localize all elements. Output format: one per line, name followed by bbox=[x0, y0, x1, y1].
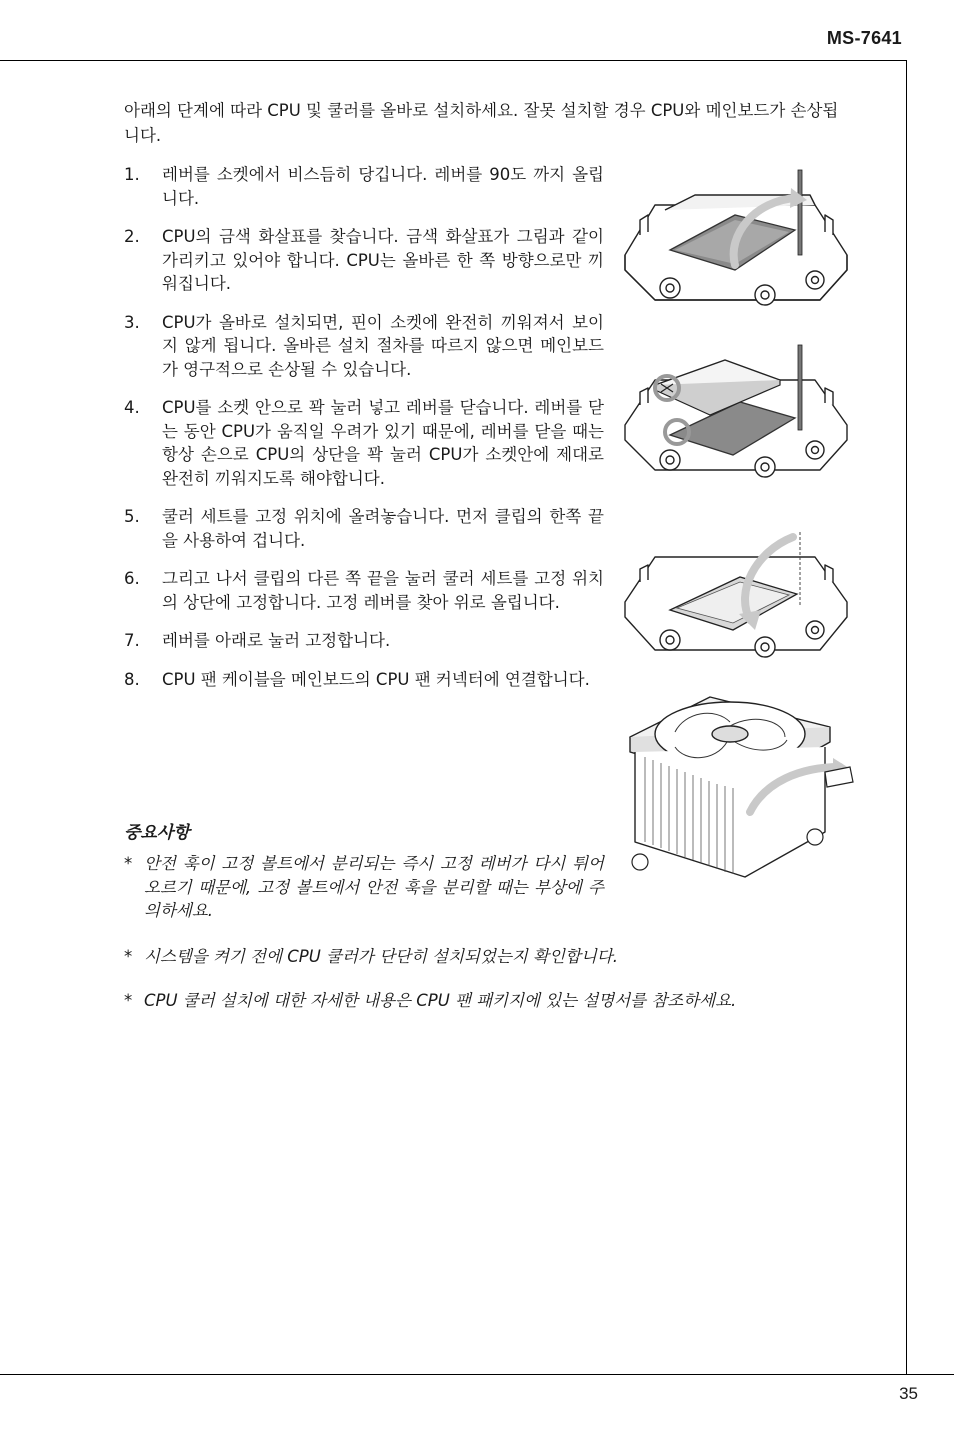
step-8 bbox=[124, 668, 604, 692]
footer-rule bbox=[0, 1374, 954, 1375]
intro-paragraph: 아래의 단계에 따라 CPU 및 쿨러를 올바로 설치하세요. 잘못 설치할 경우 CPU와 메인보드가 손상됩니다. bbox=[124, 101, 839, 145]
step-1 bbox=[124, 163, 604, 210]
socket-lever-open-illustration bbox=[615, 160, 860, 330]
step-6 bbox=[124, 567, 604, 614]
step-number: 1. bbox=[124, 165, 140, 184]
step-text: CPU를 소켓 안으로 꽉 눌러 넣고 레버를 닫습니다. 레버를 닫는 동안 CPU가 움직일 우려가 있기 때문에, 레버를 닫을 때는 항상 손으로 CPU의 상단을 꽉 눌러 CPU가 소켓안에 제대로 완전히 끼워지도록 해야합니다. bbox=[162, 398, 604, 488]
bullet: * bbox=[124, 854, 133, 873]
cpu-insertion-illustration bbox=[615, 340, 860, 500]
notice-text: 안전 훅이 고정 볼트에서 분리되는 즉시 고정 레버가 다시 튀어 오르기 때문에, 고정 볼트에서 안전 훅을 분리할 때는 부상에 주의하세요. bbox=[144, 854, 604, 920]
step-2 bbox=[124, 225, 604, 296]
step-text: 그리고 나서 클립의 다른 쪽 끝을 눌러 쿨러 세트를 고정 위치의 상단에 고정합니다. 고정 레버를 찾아 위로 올립니다. bbox=[162, 569, 604, 612]
step-number: 2. bbox=[124, 227, 140, 246]
step-number: 5. bbox=[124, 507, 140, 526]
socket-lever-close-illustration bbox=[615, 522, 860, 682]
step-text: CPU가 올바로 설치되면, 핀이 소켓에 완전히 끼워져서 보이지 않게 됩니다. 올바른 설치 절차를 따르지 않으면 메인보드가 영구적으로 손상될 수 있습니다. bbox=[162, 312, 604, 379]
bullet: * bbox=[124, 991, 133, 1010]
step-text: 쿨러 세트를 고정 위치에 올려놓습니다. 먼저 클립의 한쪽 끝을 사용하여 겁니다. bbox=[162, 507, 604, 550]
step-number: 7. bbox=[124, 631, 140, 650]
notice-item bbox=[124, 852, 604, 923]
notice-text: 시스템을 켜기 전에 CPU 쿨러가 단단히 설치되었는지 확인합니다. bbox=[144, 947, 618, 966]
notice-text: CPU 쿨러 설치에 대한 자세한 내용은 CPU 팬 패키지에 있는 설명서를 참조하세요. bbox=[144, 991, 737, 1010]
install-steps bbox=[124, 163, 604, 691]
notice-item bbox=[124, 945, 854, 969]
step-number: 4. bbox=[124, 398, 140, 417]
step-4 bbox=[124, 396, 604, 490]
cooler-installed-illustration bbox=[615, 692, 860, 892]
step-text: CPU의 금색 화살표를 찾습니다. 금색 화살표가 그림과 같이 가리키고 있어야 합니다. CPU는 올바른 한 쪽 방향으로만 끼워집니다. bbox=[162, 227, 604, 293]
notice-title: 중요사항 bbox=[124, 823, 190, 843]
step-text: 레버를 아래로 눌러 고정합니다. bbox=[162, 631, 391, 650]
bullet: * bbox=[124, 947, 133, 966]
step-7 bbox=[124, 629, 604, 653]
step-number: 8. bbox=[124, 669, 140, 689]
step-5 bbox=[124, 505, 604, 552]
header-rule bbox=[0, 60, 907, 61]
model-number: MS-7641 bbox=[826, 28, 902, 48]
step-3 bbox=[124, 311, 604, 382]
notice-item bbox=[124, 989, 854, 1013]
step-text: CPU 팬 케이블을 메인보드의 CPU 팬 커넥터에 연결합니다. bbox=[162, 669, 590, 689]
margin-rule bbox=[906, 60, 907, 1375]
page-number: 35 bbox=[899, 1384, 918, 1403]
step-number: 6. bbox=[124, 569, 140, 588]
step-number: 3. bbox=[124, 312, 140, 332]
step-text: 레버를 소켓에서 비스듬히 당깁니다. 레버를 90도 까지 올립니다. bbox=[162, 165, 604, 208]
